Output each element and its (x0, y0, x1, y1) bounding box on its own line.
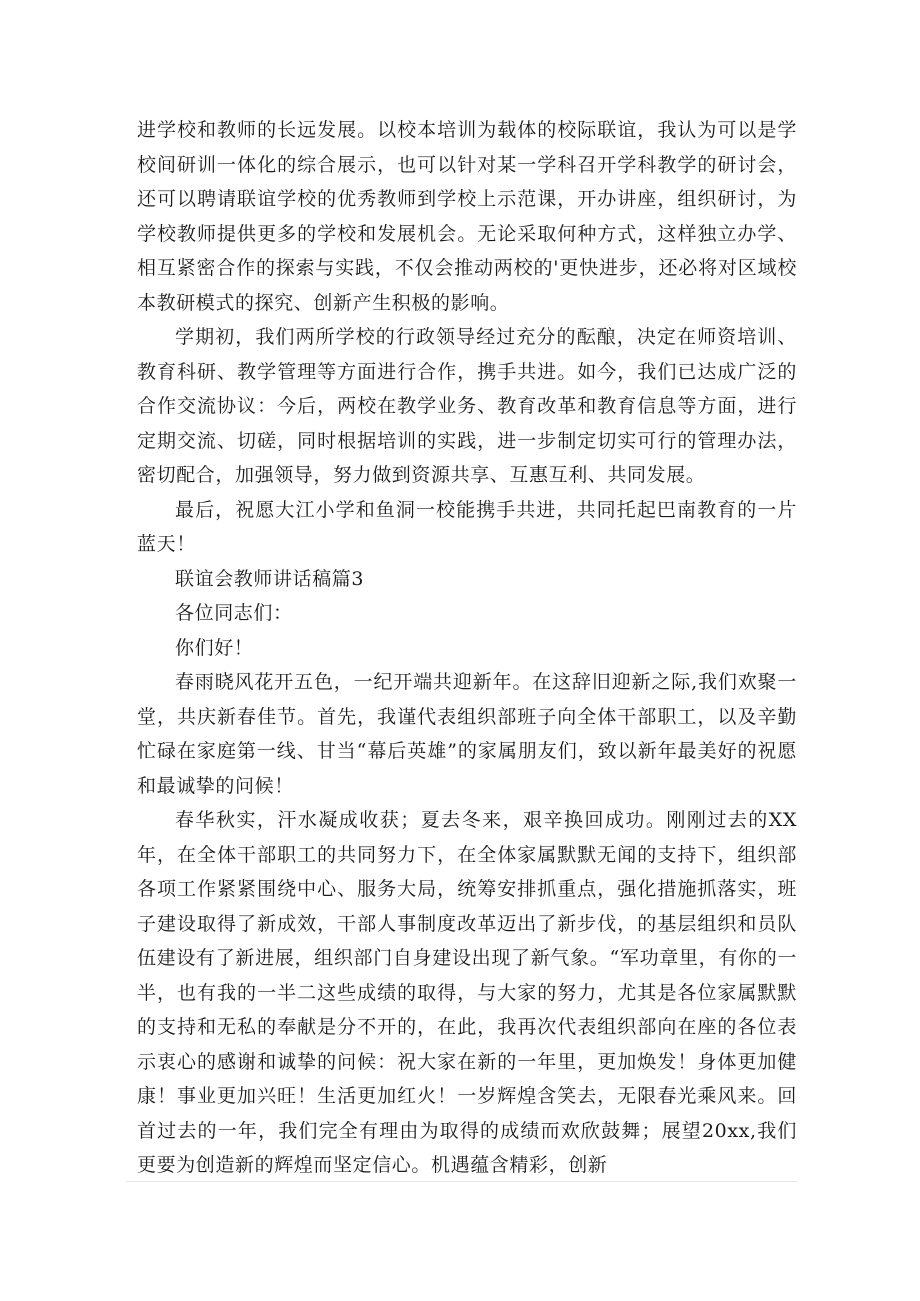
salutation: 各位同志们： (175, 602, 293, 624)
paragraph-2: 学期初，我们两所学校的行政领导经过充分的酝酿，决定在师资培训、教育科研、教学管理等方面进行合作，携手共进。如今，我们已达成广泛的合作交流协议：今后，两校在教学业务、教育改革和教育信息等方面，进行定期交流、切磋，同时根据培训的实践，进一步制定切实可行的管理办法，密切配合，加强领导，努力做到资源共享、互惠互利、共同发展。 (137, 326, 797, 486)
document-body (137, 113, 797, 1183)
paragraph-3: 最后，祝愿大江小学和鱼洞一校能携手共进，共同托起巴南教育的一片蓝天！ (137, 498, 797, 555)
paragraph-5: 春华秋实，汗水凝成收获；夏去冬来，艰辛换回成功。刚刚过去的XX年，在全体干部职工的共同努力下，在全体家属默默无闻的支持下，组织部各项工作紧紧围绕中心、服务大局，统筹安排抓重点，强化措施抓落实，班子建设取得了新成效，干部人事制度改革迈出了新步伐，的基层组织和员队伍建设有了新进展，组织部门自身建设出现了新气象。“军功章里，有你的一半，也有我的一半二这些成绩的取得，与大家的努力，尤其是各位家属默默的支持和无私的奉献是分不开的，在此，我再次代表组织部向在座的各位表示衷心的感谢和诚挚的问候：祝大家在新的一年里，更加焕发！身体更加健康！事业更加兴旺！生活更加红火！一岁辉煌含笑去，无限春光乘风来。回首过去的一年，我们完全有理由为取得的成绩而欢欣鼓舞；展望20xx,我们更要为创造新的辉煌而坚定信心。机遇蕴含精彩，创新 (137, 809, 797, 1176)
paragraph-4: 春雨晓风花开五色，一纪开端共迎新年。在这辞旧迎新之际,我们欢聚一堂，共庆新春佳节。首先，我谨代表组织部班子向全体干部职工，以及辛勤忙碌在家庭第一线、甘当“幕后英雄”的家属朋友们，致以新年最美好的祝愿和最诚挚的问候！ (137, 671, 797, 797)
section-heading: 联谊会教师讲话稿篇3 (175, 567, 365, 590)
paragraph-1: 进学校和教师的长远发展。以校本培训为载体的校际联谊，我认为可以是学校间研训一体化的综合展示，也可以针对某一学科召开学科教学的研讨会，还可以聘请联谊学校的优秀教师到学校上示范课，开办讲座，组织研讨，为学校教师提供更多的学校和发展机会。无论采取何种方式，这样独立办学、相互紧密合作的探索与实践，不仅会推动两校的'更快进步，还必将对区域校本教研模式的探究、创新产生积极的影响。 (137, 119, 797, 314)
bottom-divider (126, 1181, 797, 1182)
greeting: 你们好！ (175, 636, 254, 659)
